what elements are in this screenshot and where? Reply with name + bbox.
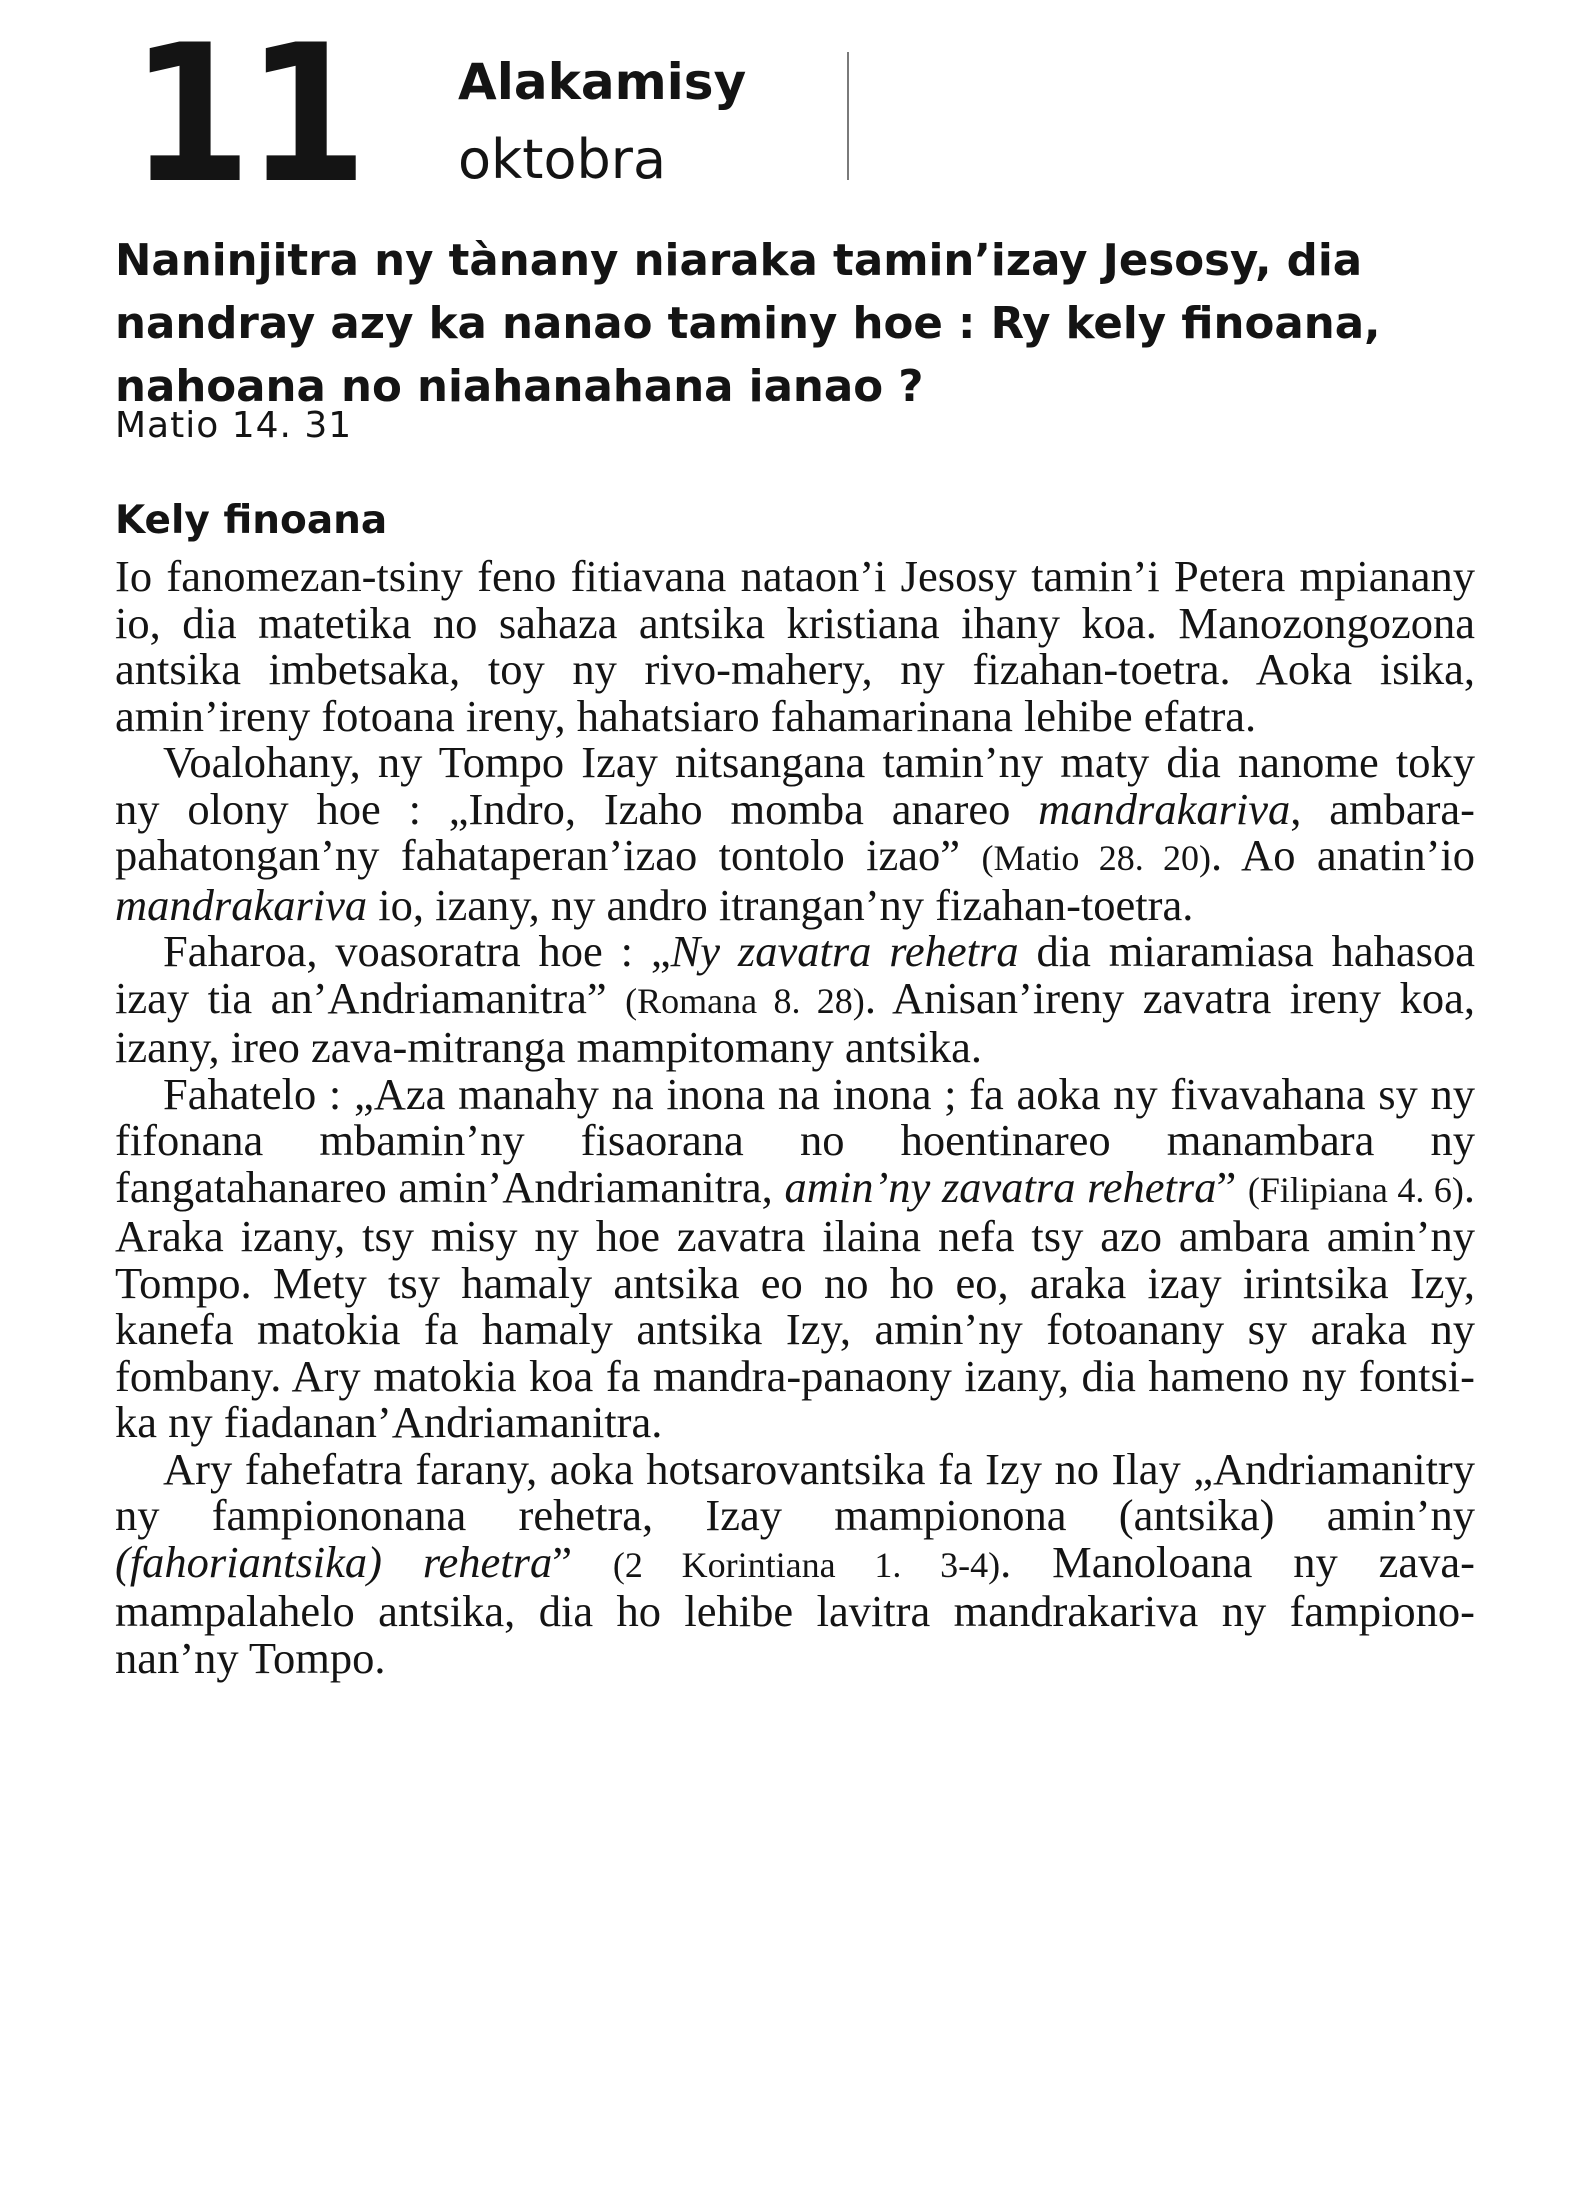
text-run: ” (552, 1536, 613, 1587)
paragraph-1: Io fanomezan-tsiny feno fitiavana nataon’i Jesosy tamin’i Petera mpianany io, dia matetika no sahaza antsika kristiana ihany koa. Manozongozona antsika imbetsaka, toy ny rivo-mahery, ny fizahan-toetra. Aoka isika, amin’ireny fotoana ireny, hahatsiaro fahamarinana lehibe efatra. (115, 551, 1475, 741)
article-body (115, 553, 1475, 1681)
scripture-reference: (Matio 28. 20) (981, 838, 1211, 878)
text-run: ” (1216, 1161, 1248, 1212)
header-divider (847, 52, 849, 180)
day-number: 11 (130, 4, 363, 225)
text-run: . Araka izany, tsy misy ny hoe zavatra ilaina nefa tsy azo ambara amin’ny Tompo. Mety tsy hamaly antsika eo no ho eo, araka izay irintsika Izy, kanefa matokia fa hamaly antsika Izy, amin’ny fotoanany sy araka ny fombany. Ary matokia koa fa mandra-panaony izany, dia hameno ny fontsika ny fiadanan’Andriamanitra. (115, 1161, 1475, 1447)
paragraph-3 (115, 928, 1475, 1071)
verse-text: Naninjitra ny tànany niaraka tamin’izay Jesosy, dia nandray azy ka nanao taminy hoe : Ry kely finoana, nahoana no niahanahana ianao ? (115, 236, 1381, 412)
text-run: . Manoloana ny zava-mampalahelo antsika, dia ho lehibe lavitra mandrakariva ny fampiononan’ny Tompo. (115, 1536, 1475, 1683)
emphasis: amin’ny zavatra rehetra (784, 1161, 1217, 1212)
paragraph-4 (115, 1068, 1475, 1447)
emphasis: (fahoriantsika) rehetra (115, 1536, 553, 1587)
article-title: Kely finoana (115, 498, 388, 543)
paragraph-5 (115, 1443, 1475, 1683)
paragraph-2 (115, 739, 1475, 928)
text-run: Ary fahefatra farany, aoka hotsarovantsika fa Izy no Ilay „Andriamanitry ny fampiononana rehetra, Izay mampionona (antsika) amin’ny (115, 1443, 1475, 1540)
scripture-reference: (2 Korintiana 1. 3-4) (612, 1544, 1001, 1585)
text-run: Faharoa, voasoratra hoe : „ (163, 926, 671, 976)
text-run: io, izany, ny andro itrangan’ny fizahan-toetra. (367, 879, 1194, 930)
emphasis: mandrakariva (1038, 783, 1291, 834)
text-run: , ambara-pahatongan’ny fahataperan’izao tontolo izao” (115, 783, 1475, 880)
text-run: Voalohany, ny Tompo Izay nitsangana tamin’ny maty dia nanome toky ny olony hoe : „Indro, Izaho momba anareo (115, 737, 1475, 834)
scripture-reference: (Romana 8. 28) (625, 980, 865, 1021)
month: oktobra (458, 128, 667, 191)
emphasis: mandrakariva (115, 879, 368, 930)
text-run: . Ao anatin’io (1210, 830, 1476, 880)
scripture-reference: (Filipiana 4. 6) (1247, 1169, 1464, 1210)
date-header (0, 0, 1585, 225)
emphasis: Ny zavatra rehetra (670, 926, 1019, 976)
text-run: Fahatelo : „Aza manahy na inona na inona ; fa aoka ny fivavahana sy ny fifonana mbamin’ny fisaorana no hoentinareo manambara ny fangatahanareo amin’Andriamanitra, (115, 1068, 1475, 1212)
text-run: . Anisan’ireny zavatra ireny koa, izany, ireo zava-mitranga mampitomany antsika. (115, 972, 1476, 1072)
text-run: dia miaramiasa hahasoa izay tia an’Andriamanitra” (115, 926, 1475, 1023)
verse-reference: Matio 14. 31 (115, 405, 353, 446)
weekday: Alakamisy (458, 53, 747, 111)
